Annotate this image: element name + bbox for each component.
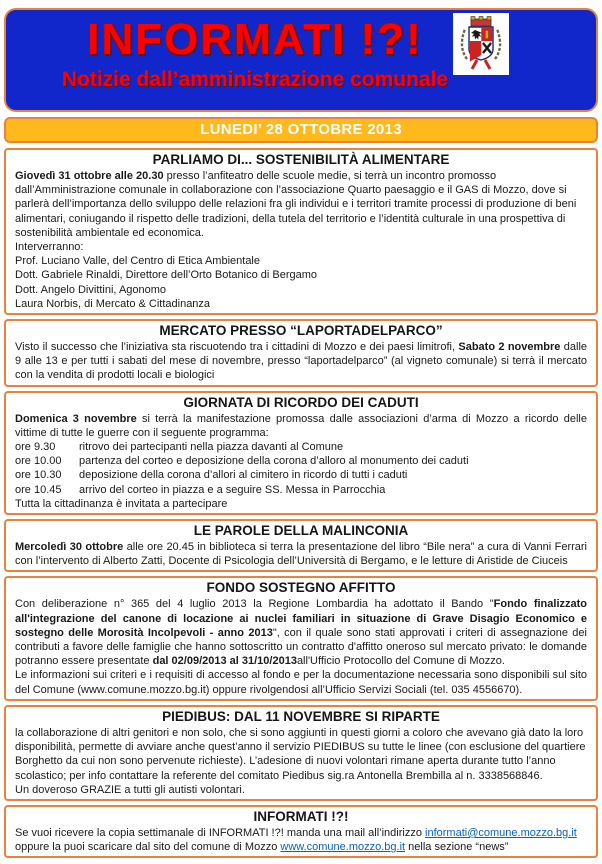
text-run: nella sezione “news” bbox=[405, 841, 509, 854]
paragraph bbox=[15, 668, 587, 696]
paragraph bbox=[15, 297, 587, 311]
paragraph bbox=[15, 826, 587, 854]
bold-text: dal 02/09/2013 al 31/10/2013 bbox=[152, 655, 297, 668]
section-title: MERCATO PRESSO “LAPORTADELPARCO” bbox=[159, 323, 443, 339]
bold-text: Sabato 2 novembre bbox=[458, 341, 561, 354]
section-title: PIEDIBUS: DAL 11 NOVEMBRE SI RIPARTE bbox=[162, 708, 440, 724]
bold-text: Fondo finalizzato all'integrazione del canone di locazione ai nuclei familiari in situazione di Grave Disagio Economico e sostegno delle Morosità Incolpevoli - anno 2013 bbox=[15, 598, 587, 639]
paragraph bbox=[15, 268, 587, 282]
text-run: oppure la puoi scaricare dal sito del comune di Mozzo bbox=[15, 841, 281, 854]
paragraph bbox=[15, 783, 587, 797]
schedule-text: arrivo del corteo in piazza e a seguire SS. Messa in Parrocchia bbox=[79, 483, 386, 496]
schedule-text: partenza del corteo e deposizione della corona d’alloro al monumento dei caduti bbox=[79, 455, 469, 468]
text-run: ", con il quale sono stati approvati i criteri di assegnazione dei contributi a favore delle famiglie che hanno sottoscritto un contratto d'affitto oneroso sul mercato privato: le domande potranno essere presentate bbox=[15, 626, 587, 668]
text-run: all'Ufficio Protocollo del Comune di Mozzo. bbox=[296, 655, 505, 668]
text-run: Interverranno: bbox=[15, 241, 84, 254]
section-title: FONDO SOSTEGNO AFFITTO bbox=[206, 580, 396, 596]
website-link[interactable]: www.comune.mozzo.bg.it bbox=[280, 841, 406, 854]
section-title: INFORMATI !?! bbox=[253, 808, 349, 824]
section-box bbox=[4, 319, 598, 387]
paragraph bbox=[15, 283, 587, 297]
paragraph bbox=[15, 169, 587, 240]
text-run: Dott. Angelo Divittini, Agonomo bbox=[15, 283, 167, 296]
masthead-text bbox=[14, 16, 496, 92]
text-run: Un doveroso GRAZIE a tutti gli autisti volontari. bbox=[15, 783, 245, 796]
date-bar: LUNEDI’ 28 OTTOBRE 2013 bbox=[4, 117, 598, 143]
paragraph bbox=[15, 340, 587, 383]
bold-text: Mercoledì 30 ottobre bbox=[15, 541, 124, 554]
section-title: LE PAROLE DELLA MALINCONIA bbox=[193, 523, 409, 539]
paragraph bbox=[15, 597, 587, 668]
schedule-row bbox=[15, 440, 587, 454]
schedule-time: ore 10.30 bbox=[15, 469, 62, 482]
sections bbox=[0, 148, 602, 858]
schedule-row bbox=[15, 454, 587, 468]
text-run: Tutta la cittadinanza è invitata a partecipare bbox=[15, 497, 228, 510]
section-title: PARLIAMO DI... SOSTENIBILITÀ ALIMENTARE bbox=[152, 152, 450, 167]
text-run: si terrà la manifestazione promossa dalle associazioni d’arma di Mozzo a ricordo delle vittime di tutte le guerre con il seguente programma: bbox=[15, 412, 587, 439]
section-box bbox=[4, 805, 598, 858]
text-run: Le informazioni sui criteri e i requisiti di accesso al fondo e per la documentazione necessaria sono disponibili sul sito del Comune (www.comune.mozzo.bg.it) oppure rivolgendosi all’Ufficio Servizi Sociali (tel. 035 4556670). bbox=[15, 669, 587, 696]
text-run: presso l’anfiteatro delle scuole medie, si terrà un incontro promosso dall’Amministrazione comunale in collaborazione con l’associazione Quarto paesaggio e il GAS di Mozzo, dove si parlerà dell’importanza dello sviluppo delle relazioni fra gli individui e i territori tramite processi di produzione di beni alimentari, coniugando il rispetto delle tradizioni, della tutela del territorio e l’identità culturale in una prospettiva di sostenibilità ambientale ed economica. bbox=[15, 170, 577, 239]
section-box bbox=[4, 576, 598, 700]
newsletter-subtitle: Notizie dall’amministrazione comunale bbox=[61, 68, 449, 91]
text-run: la collaborazione di altri genitori e non solo, che si sono aggiunti in questi giorni a coloro che avevano già dato la loro disponibilità, permette di avviare anche quest’anno il servizio PIEDIBUS su tutte le linee (con esclusione del quartiere Borghetto da cui non sono pervenute richieste). L’adesione di nuovi volontari rimane aperta durante tutto l’anno scolastico; per info contattare la referente del comitato Piedibus sig.ra Antonella Brembilla al n. 3338568846. bbox=[15, 726, 586, 782]
text-run: Prof. Luciano Valle, del Centro di Etica Ambientale bbox=[15, 255, 260, 268]
text-run: Se vuoi ricevere la copia settimanale di INFORMATI !?! manda una mail all’indirizzo bbox=[15, 826, 426, 839]
section-title: GIORNATA DI RICORDO DEI CADUTI bbox=[183, 394, 419, 410]
paragraph bbox=[15, 412, 587, 440]
section-box bbox=[4, 148, 598, 315]
schedule-text: ritrovo dei partecipanti nella piazza davanti al Comune bbox=[79, 441, 344, 454]
email-link[interactable]: informati@comune.mozzo.bg.it bbox=[425, 826, 577, 839]
paragraph bbox=[15, 497, 587, 511]
section-box bbox=[4, 705, 598, 801]
text-run: Dott. Gabriele Rinaldi, Direttore dell’Orto Botanico di Bergamo bbox=[15, 269, 318, 282]
paragraph bbox=[15, 540, 587, 568]
text-run: alle ore 20.45 in biblioteca si terra la presentazione del libro “Bile nera” a cura di Vanni Ferrari con l’intervento di Alberto Zatti, Docente di Psicologia dell’Università di Bergamo, e le letture di Aristide de Ciuceis bbox=[15, 541, 587, 568]
newsletter-page bbox=[0, 8, 602, 864]
schedule-text: deposizione della corona d’allori al cimitero in ricordo di tutti i caduti bbox=[79, 469, 408, 482]
section-box bbox=[4, 519, 598, 572]
paragraph bbox=[15, 726, 587, 783]
bold-text: Giovedì 31 ottobre alle 20.30 bbox=[15, 170, 164, 182]
bold-text: Domenica 3 novembre bbox=[15, 412, 137, 425]
section-box bbox=[4, 391, 598, 515]
paragraph bbox=[15, 254, 587, 268]
schedule-row bbox=[15, 483, 587, 497]
text-run: Visto il successo che l’iniziativa sta riscuotendo tra i cittadini di Mozzo e dei paesi limitrofi, bbox=[15, 341, 459, 354]
schedule-time: ore 10.45 bbox=[15, 483, 62, 496]
text-run: Laura Norbis, di Mercato & Cittadinanza bbox=[15, 297, 211, 310]
paragraph bbox=[15, 240, 587, 254]
text-run: Con deliberazione n° 365 del 4 luglio 2013 la Regione Lombardia ha adottato il Bando " bbox=[15, 598, 494, 611]
newsletter-title: INFORMATI !?! bbox=[87, 15, 423, 64]
text-run: dalle 9 alle 13 e per tutti i sabati del mese di novembre, presso “laportadelparco” (al vigneto comunale) si terrà il mercato con la vendita di prodotti locali e biologici bbox=[15, 341, 588, 382]
masthead bbox=[4, 8, 598, 112]
schedule-row bbox=[15, 468, 587, 482]
schedule-time: ore 9.30 bbox=[15, 441, 56, 454]
municipal-crest-icon bbox=[453, 13, 509, 75]
schedule-time: ore 10.00 bbox=[15, 455, 62, 468]
